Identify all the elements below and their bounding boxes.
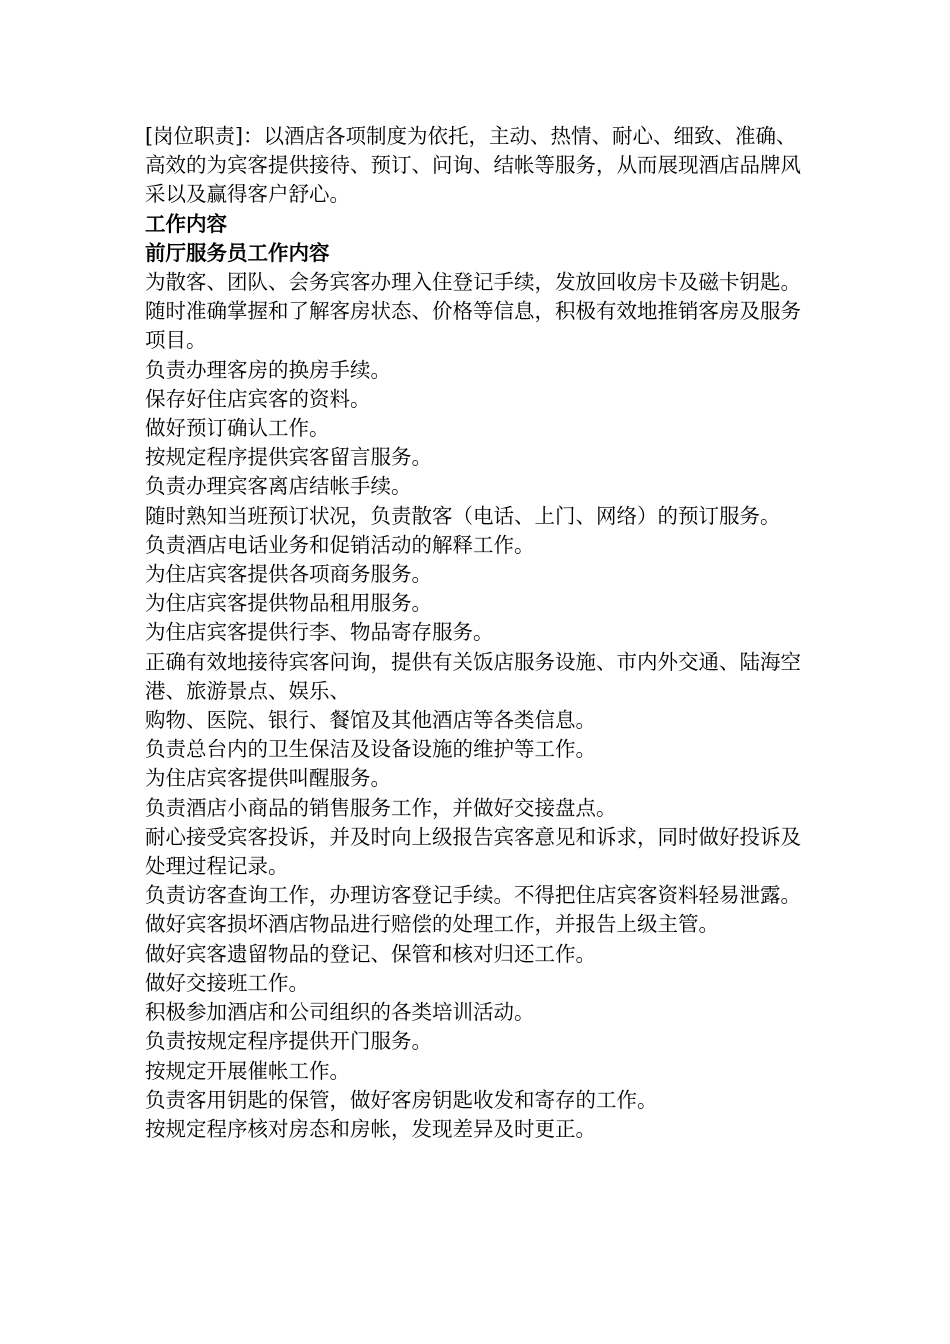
duty-item: 负责办理宾客离店结帐手续。 [145, 474, 412, 499]
duty-item: 负责酒店小商品的销售服务工作，并做好交接盘点。 [145, 795, 617, 820]
duty-item: 按规定开展催帐工作。 [145, 1058, 350, 1083]
duty-item: 做好预订确认工作。 [145, 416, 330, 441]
section-heading: 工作内容 [145, 211, 227, 236]
duty-item: 随时熟知当班预订状况，负责散客（电话、上门、网络）的预订服务。 [145, 503, 781, 528]
duty-item: 做好宾客损坏酒店物品进行赔偿的处理工作，并报告上级主管。 [145, 912, 719, 937]
duty-item: 正确有效地接待宾客问询，提供有关饭店服务设施、市内外交通、陆海空港、旅游景点、娱乐、 [145, 649, 801, 703]
duty-item: 为住店宾客提供物品租用服务。 [145, 591, 432, 616]
duty-item: 耐心接受宾客投诉，并及时向上级报告宾客意见和诉求，同时做好投诉及处理过程记录。 [145, 824, 801, 879]
duty-item: 负责访客查询工作，办理访客登记手续。不得把住店宾客资料轻易泄露。 [145, 883, 801, 908]
duty-item: 负责总台内的卫生保洁及设备设施的维护等工作。 [145, 737, 596, 762]
duty-item: 购物、医院、银行、餐馆及其他酒店等各类信息。 [145, 708, 596, 733]
duty-item: 做好交接班工作。 [145, 970, 309, 995]
duty-item: 为散客、团队、会务宾客办理入住登记手续，发放回收房卡及磁卡钥匙。 [145, 270, 801, 295]
duty-item: 保存好住店宾客的资料。 [145, 386, 371, 411]
duty-item: 为住店宾客提供行李、物品寄存服务。 [145, 620, 494, 645]
duty-item: 负责客用钥匙的保管，做好客房钥匙收发和寄存的工作。 [145, 1087, 658, 1112]
duty-item: 为住店宾客提供叫醒服务。 [145, 766, 391, 791]
duty-item: 负责办理客房的换房手续。 [145, 357, 391, 382]
duty-item: 随时准确掌握和了解客房状态、价格等信息，积极有效地推销客房及服务项目。 [145, 299, 801, 353]
duty-item: 积极参加酒店和公司组织的各类培训活动。 [145, 1000, 535, 1025]
subsection-heading: 前厅服务员工作内容 [145, 240, 330, 265]
duty-item: 按规定程序提供宾客留言服务。 [145, 445, 432, 470]
duty-list [145, 268, 810, 1144]
document-body [145, 122, 810, 1144]
job-duty-intro: [岗位职责]：以酒店各项制度为依托，主动、热情、耐心、细致、准确、高效的为宾客提供接待、预订、问询、结帐等服务，从而展现酒店品牌风采以及赢得客户舒心。 [145, 124, 801, 207]
duty-item: 为住店宾客提供各项商务服务。 [145, 562, 432, 587]
duty-item: 按规定程序核对房态和房帐，发现差异及时更正。 [145, 1116, 596, 1141]
duty-item: 负责按规定程序提供开门服务。 [145, 1029, 432, 1054]
duty-item: 做好宾客遗留物品的登记、保管和核对归还工作。 [145, 941, 596, 966]
duty-item: 负责酒店电话业务和促销活动的解释工作。 [145, 532, 535, 557]
